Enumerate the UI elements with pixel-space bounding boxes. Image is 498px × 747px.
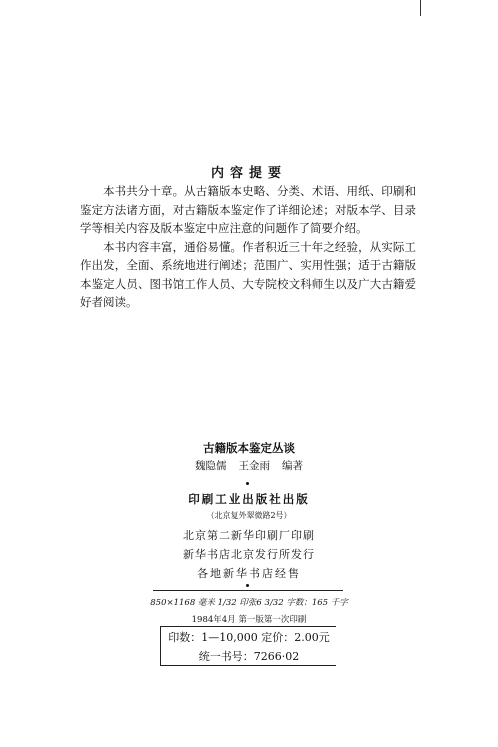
- summary-paragraph-1: 本书共分十章。从古籍版本史略、分类、术语、用纸、印刷和鉴定方法诸方面，对古籍版本鉴定作了详细论述；对版本学、目录学等相关内容及版本鉴定中应注意的问题作了简要介绍。: [80, 184, 416, 235]
- unified-book-number: 统一书号：7266·02: [198, 650, 300, 663]
- format-specs: 850×1168 毫米 1/32 印张6 3/32 字数：165 千字: [150, 598, 348, 608]
- publisher-line: 印刷工业出版社出版: [188, 492, 310, 506]
- edition-line: 1984年4月 第一版第一次印刷: [191, 615, 307, 625]
- summary-body: [80, 182, 416, 312]
- authors-line: [0, 458, 498, 473]
- rule-line: [153, 590, 343, 591]
- publisher-address: （北京复外翠微路2号）: [206, 511, 292, 520]
- print-run-price: 印数：1—10,000 定价：2.00元: [168, 631, 330, 644]
- author-name: 魏隐儒: [195, 460, 227, 472]
- rule-line: [160, 665, 336, 666]
- summary-heading: 内容提要: [210, 166, 287, 181]
- separator-dot: [246, 482, 249, 485]
- author-role: 编著: [282, 460, 303, 472]
- distributor-line: 新华书店北京发行所发行: [183, 548, 315, 561]
- rule-line: [160, 626, 336, 627]
- seller-line: 各地新华书店经售: [197, 567, 301, 580]
- summary-paragraph-2: 本书内容丰富，通俗易懂。作者积近三十年之经验，从实际工作出发，全面、系统地进行阐述；范围广、实用性强；适于古籍版本鉴定人员、图书馆工作人员、大专院校文科师生以及广大古籍爱好者阅读。: [80, 239, 416, 309]
- printer-line: 北京第二新华印刷厂印刷: [183, 529, 315, 542]
- top-edge-mark: [420, 0, 421, 16]
- author-name: 王金雨: [238, 460, 270, 472]
- book-title: 古籍版本鉴定丛谈: [203, 441, 295, 455]
- separator-dot: [246, 584, 249, 587]
